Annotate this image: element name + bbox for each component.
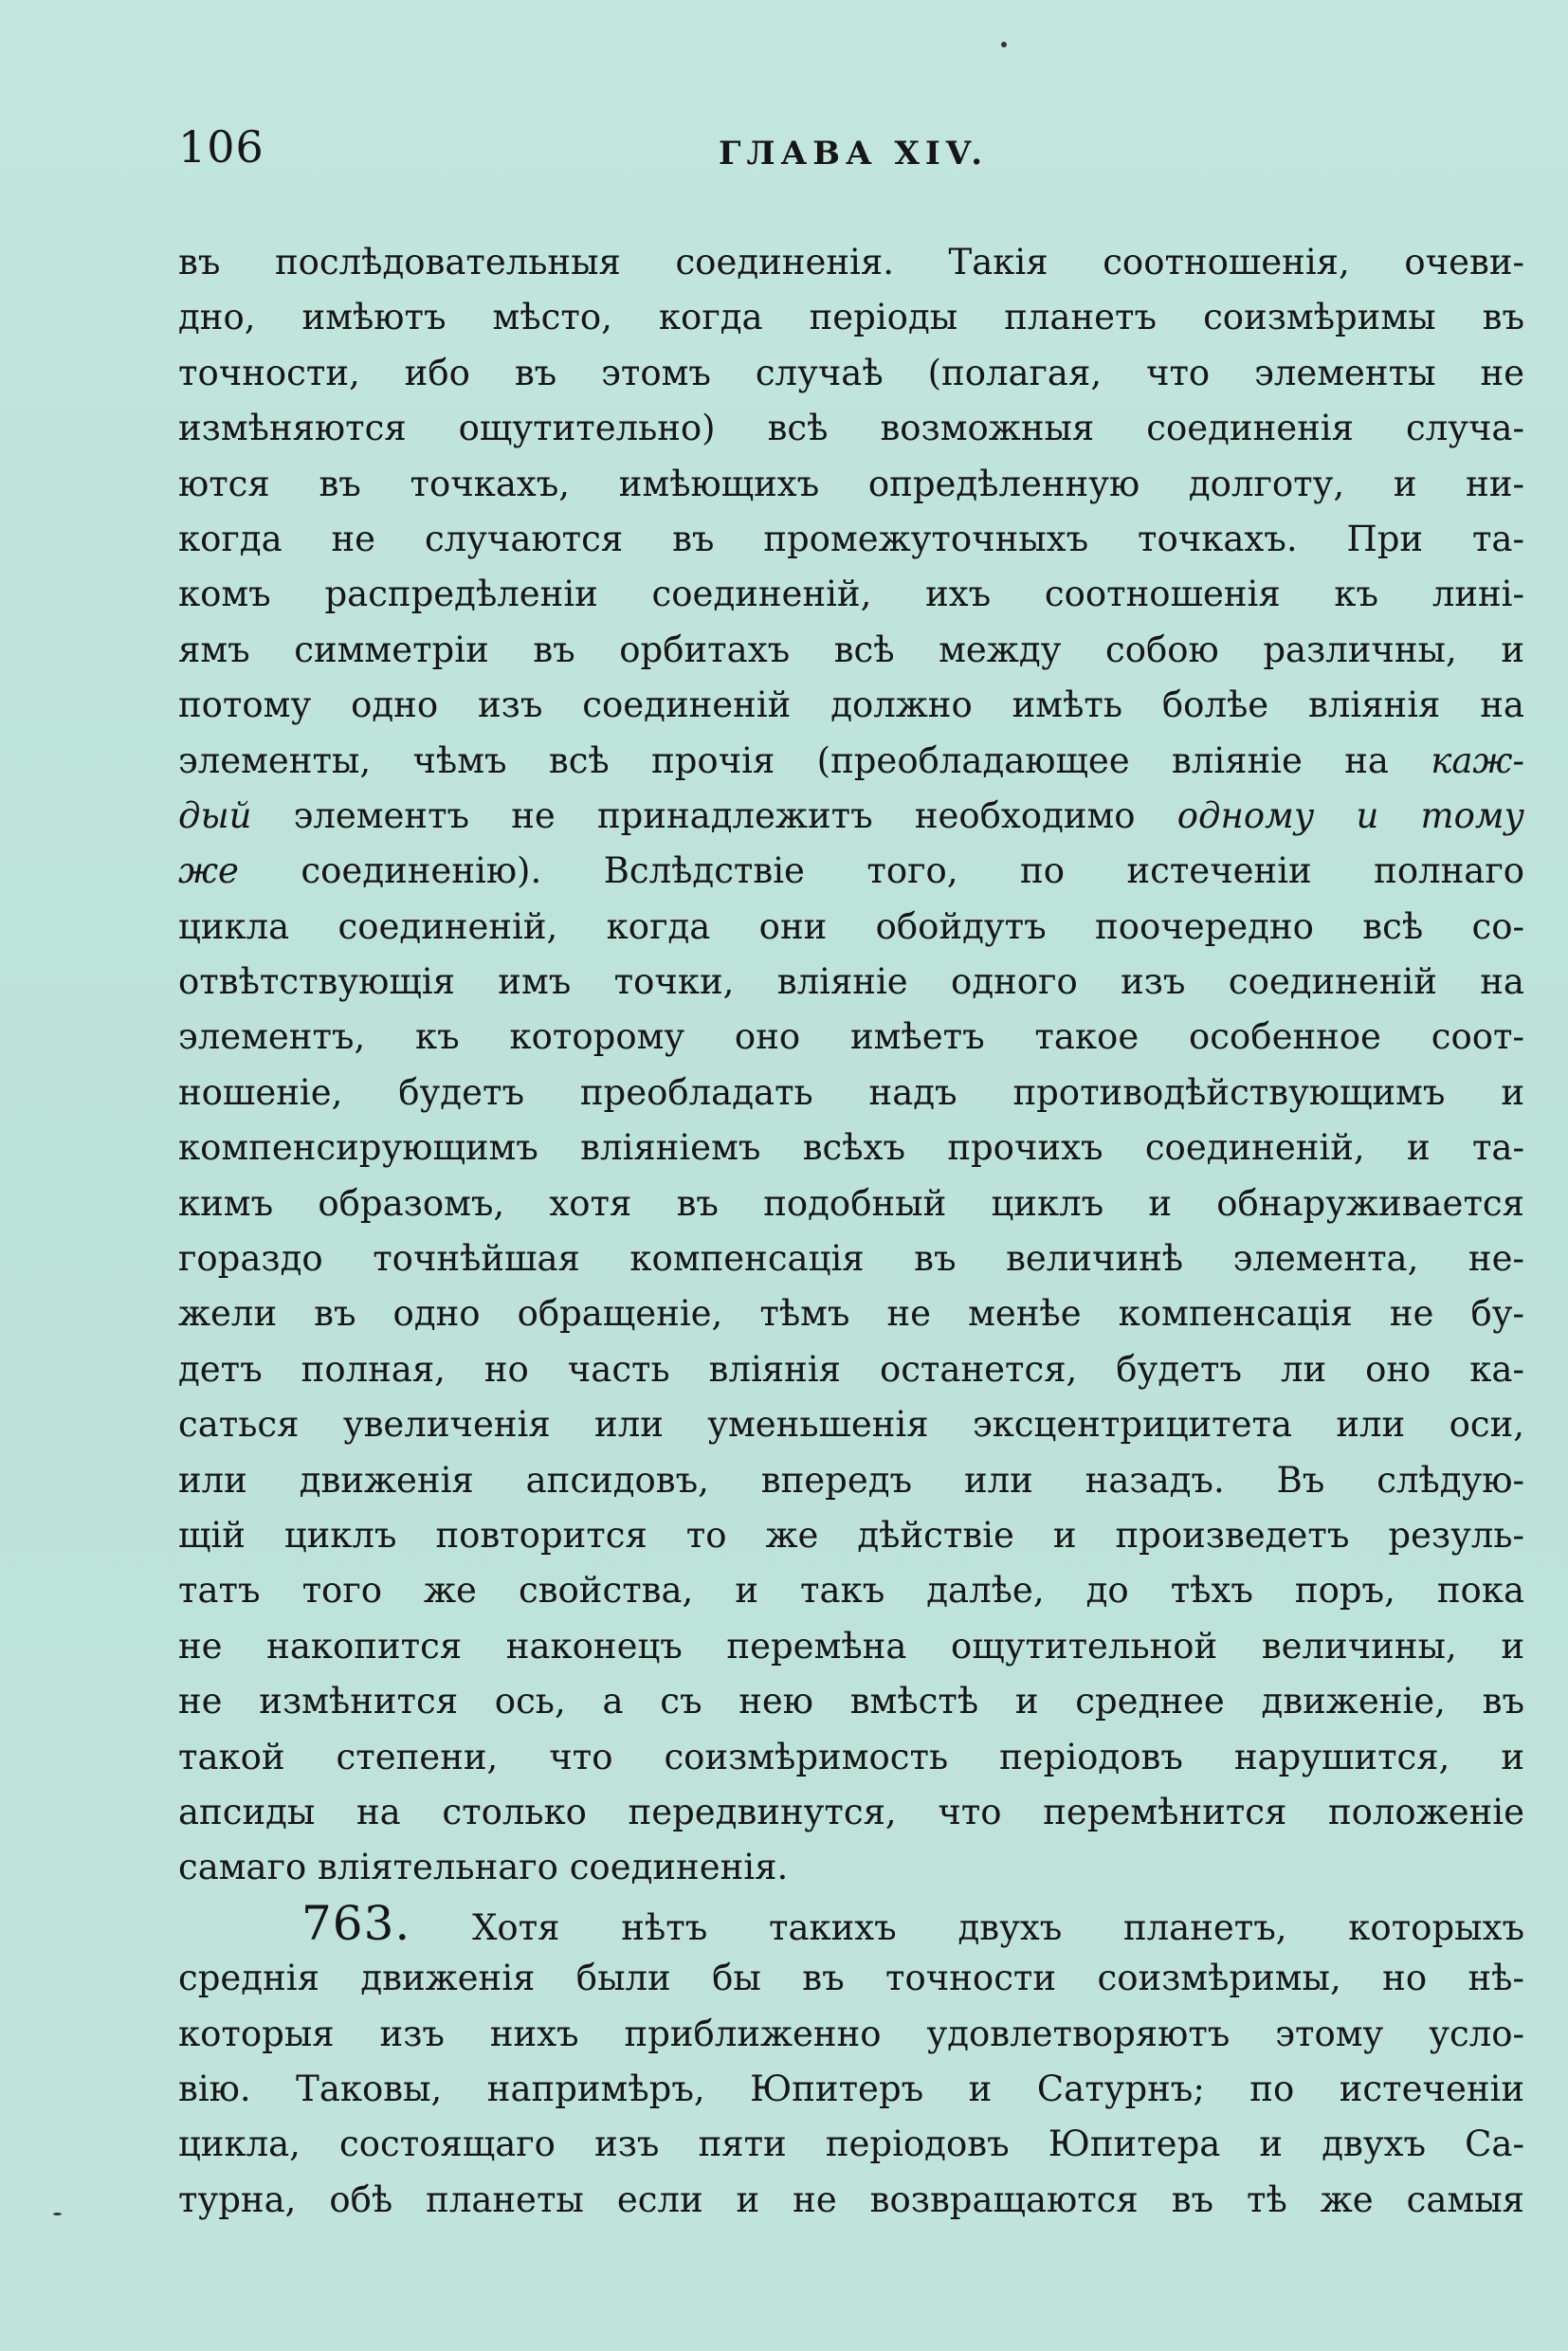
- text-line: не измѣнится ось, а съ нею вмѣстѣ и среднее движеніе, въ: [178, 1681, 1524, 1722]
- paper-speck: [53, 2213, 62, 2215]
- text-line: ношеніе, будетъ преобладать надъ противодѣйствующимъ и: [178, 1071, 1524, 1113]
- text-line: кимъ образомъ, хотя въ подобный циклъ и обнаруживается: [178, 1182, 1524, 1224]
- text-segment: элементы, чѣмъ всѣ прочія (преобладающее вліяніе на: [178, 739, 1431, 781]
- text-line: [178, 734, 1524, 789]
- text-line: [178, 789, 1524, 844]
- text-line: самаго вліятельнаго соединенія.: [178, 1847, 789, 1888]
- text-line: детъ полная, но часть вліянія останется, будетъ ли оно ка-: [178, 1348, 1524, 1390]
- text-line: [178, 844, 1524, 899]
- text-line: точности, ибо въ этомъ случаѣ (полагая, что элементы не: [178, 352, 1524, 393]
- body-text: [178, 235, 1524, 2228]
- text-line: среднія движенія были бы въ точности соизмѣримы, но нѣ-: [178, 1958, 1524, 1999]
- text-line: комъ распредѣленіи соединеній, ихъ соотношенія къ лині-: [178, 574, 1524, 615]
- text-line: такой степени, что соизмѣримость періодовъ нарушится, и: [178, 1736, 1524, 1777]
- text-line: турна, обѣ планеты если и не возвращаются въ тѣ же самыя: [178, 2178, 1524, 2220]
- text-segment: Хотя нѣтъ такихъ двухъ планетъ, которыхъ: [410, 1906, 1524, 1948]
- running-head: ГЛАВА XIV.: [719, 135, 989, 173]
- text-line: элементъ, къ которому оно имѣетъ такое особенное соот-: [178, 1016, 1524, 1058]
- text-line: жели въ одно обращеніе, тѣмъ не менѣе компенсація не бу-: [178, 1293, 1524, 1335]
- text-line: отвѣтствующія имъ точки, вліяніе одного изъ соединеній на: [178, 961, 1524, 1003]
- text-line: ямъ симметріи въ орбитахъ всѣ между собою различны, и: [178, 629, 1524, 670]
- text-line: въ послѣдовательныя соединенія. Такія соотношенія, очеви-: [178, 242, 1524, 282]
- text-segment: соединенію). Вслѣдствіе того, по истеченіи полнаго: [238, 850, 1524, 892]
- text-line: гораздо точнѣйшая компенсація въ величинѣ элемента, не-: [178, 1238, 1524, 1280]
- text-line: компенсирующимъ вліяніемъ всѣхъ прочихъ соединеній, и та-: [178, 1127, 1524, 1169]
- paper-speck: [1001, 42, 1007, 47]
- text-line: или движенія апсидовъ, впередъ или назадъ. Въ слѣдую-: [178, 1459, 1524, 1501]
- text-line: измѣняются ощутительно) всѣ возможныя соединенія случа-: [178, 408, 1524, 449]
- text-line: саться увеличенія или уменьшенія эксцентрицитета или оси,: [178, 1404, 1524, 1446]
- text-line: когда не случаются въ промежуточныхъ точкахъ. При та-: [178, 518, 1524, 559]
- text-line: щій циклъ повторится то же дѣйствіе и произведетъ резуль-: [178, 1514, 1524, 1556]
- text-line: апсиды на столько передвинутся, что перемѣнится положеніе: [178, 1791, 1524, 1832]
- text-line: потому одно изъ соединеній должно имѣть болѣе вліянія на: [178, 684, 1524, 726]
- italic-segment: одному и тому: [1176, 794, 1524, 836]
- text-line: цикла соединеній, когда они обойдутъ поочередно всѣ со-: [178, 905, 1524, 947]
- text-line: не накопится наконецъ перемѣна ощутительной величины, и: [178, 1625, 1524, 1667]
- text-line: вію. Таковы, напримѣръ, Юпитеръ и Сатурнъ; по истеченіи: [178, 2068, 1524, 2109]
- text-line: дно, имѣютъ мѣсто, когда періоды планетъ соизмѣримы въ: [178, 297, 1524, 338]
- section-number: 763.: [301, 1895, 411, 1951]
- text-line: татъ того же свойства, и такъ далѣе, до тѣхъ поръ, пока: [178, 1570, 1524, 1612]
- text-line: которыя изъ нихъ приближенно удовлетворяютъ этому усло-: [178, 2013, 1524, 2054]
- page-header: [178, 121, 1524, 178]
- text-segment: элементъ не принадлежитъ необходимо: [251, 794, 1177, 836]
- text-line: цикла, состоящаго изъ пяти періодовъ Юпитера и двухъ Са-: [178, 2123, 1524, 2165]
- text-line: ются въ точкахъ, имѣющихъ опредѣленную долготу, и ни-: [178, 463, 1524, 504]
- italic-segment: же: [178, 850, 239, 892]
- section-first-line: [178, 1896, 1524, 1951]
- page-number: 106: [178, 121, 264, 173]
- italic-segment: дый: [178, 794, 252, 836]
- italic-segment: каж-: [1431, 739, 1524, 781]
